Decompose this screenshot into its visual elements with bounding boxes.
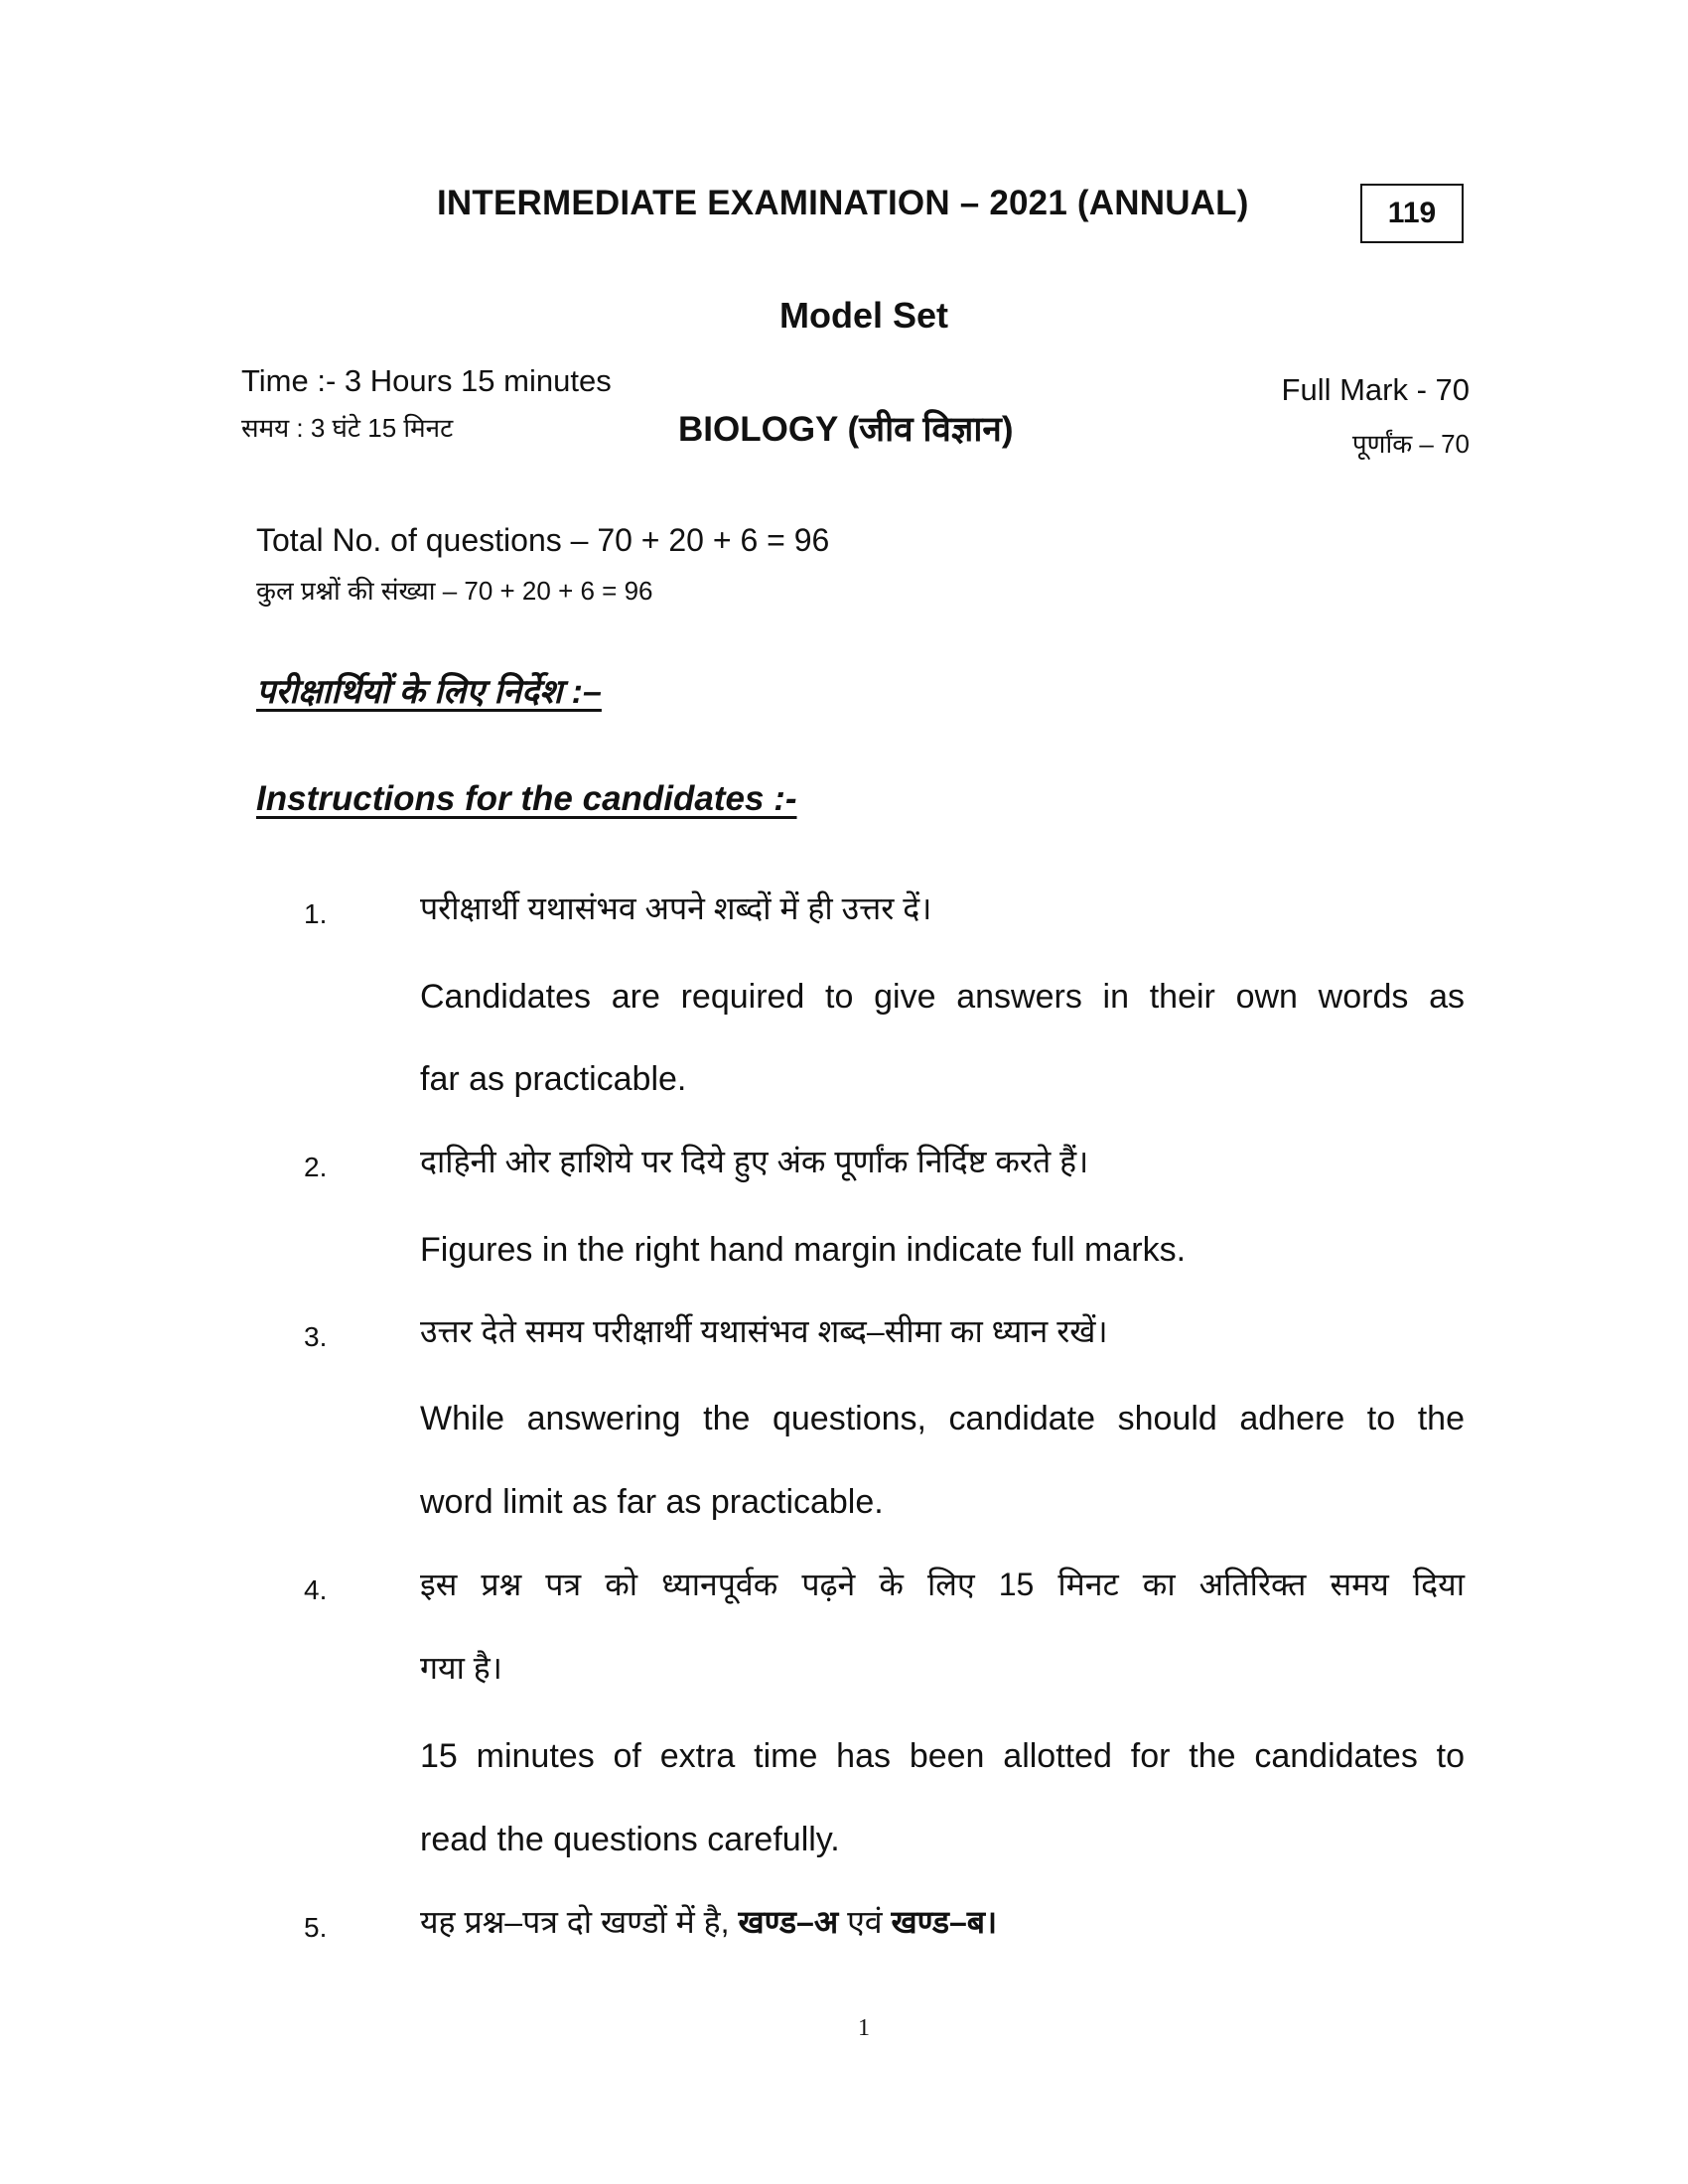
instruction-number: 3. <box>304 1321 328 1352</box>
instruction-english: read the questions carefully. <box>420 1821 840 1858</box>
instruction-english: Candidates are required to give answers in their own words as <box>420 978 1465 1016</box>
model-set-label: Model Set <box>778 295 948 336</box>
instructions-heading: Instructions for the candidates :- <box>256 779 797 818</box>
subject-title: BIOLOGY (जीव विज्ञान) <box>678 410 1014 449</box>
page-number: 1 <box>858 2015 870 2041</box>
instruction-english: 15 minutes of extra time has been allotted for the candidates to <box>420 1737 1465 1775</box>
instruction-hindi-text: एवं <box>838 1904 892 1940</box>
instruction-hindi: दाहिनी ओर हाशिये पर दिये हुए अंक पूर्णांक निर्दिष्ट करते हैं। <box>420 1144 1089 1179</box>
directions-heading-hindi: परीक्षार्थियों के लिए निर्देश :– <box>256 673 602 711</box>
instruction-number: 5. <box>304 1912 328 1943</box>
instruction-number: 1. <box>304 898 328 929</box>
time-english: Time :- 3 Hours 15 minutes <box>241 363 612 398</box>
subject-code-box: 119 <box>1360 184 1464 243</box>
instruction-english: word limit as far as practicable. <box>420 1483 884 1521</box>
section-b-label: खण्ड–ब। <box>891 1904 998 1940</box>
instruction-hindi: परीक्षार्थी यथासंभव अपने शब्दों में ही उत्तर दें। <box>420 890 932 926</box>
instruction-english: While answering the questions, candidate should adhere to the <box>420 1400 1465 1437</box>
time-hindi: समय : 3 घंटे 15 मिनट <box>241 413 454 443</box>
instruction-hindi: इस प्रश्न पत्र को ध्यानपूर्वक पढ़ने के लिए 15 मिनट का अतिरिक्त समय दिया <box>420 1567 1465 1602</box>
instruction-hindi <box>420 1900 997 1943</box>
full-mark-hindi: पूर्णांक – 70 <box>1351 429 1470 459</box>
exam-title: INTERMEDIATE EXAMINATION – 2021 (ANNUAL) <box>437 184 1249 222</box>
instruction-hindi: गया है। <box>420 1650 502 1686</box>
instruction-english: Figures in the right hand margin indicate full marks. <box>420 1231 1187 1269</box>
total-questions-hindi: कुल प्रश्नों की संख्या – 70 + 20 + 6 = 96 <box>256 576 653 606</box>
instruction-hindi-text: यह प्रश्न–पत्र दो खण्डों में है, <box>420 1904 739 1940</box>
total-questions-english: Total No. of questions – 70 + 20 + 6 = 96 <box>256 522 830 558</box>
instruction-english: far as practicable. <box>420 1060 687 1098</box>
instruction-number: 4. <box>304 1574 328 1605</box>
section-a-label: खण्ड–अ <box>738 1904 839 1940</box>
instruction-number: 2. <box>304 1152 328 1182</box>
instruction-hindi: उत्तर देते समय परीक्षार्थी यथासंभव शब्द–सीमा का ध्यान रखें। <box>420 1313 1108 1349</box>
full-mark-english: Full Mark - 70 <box>1281 372 1470 407</box>
